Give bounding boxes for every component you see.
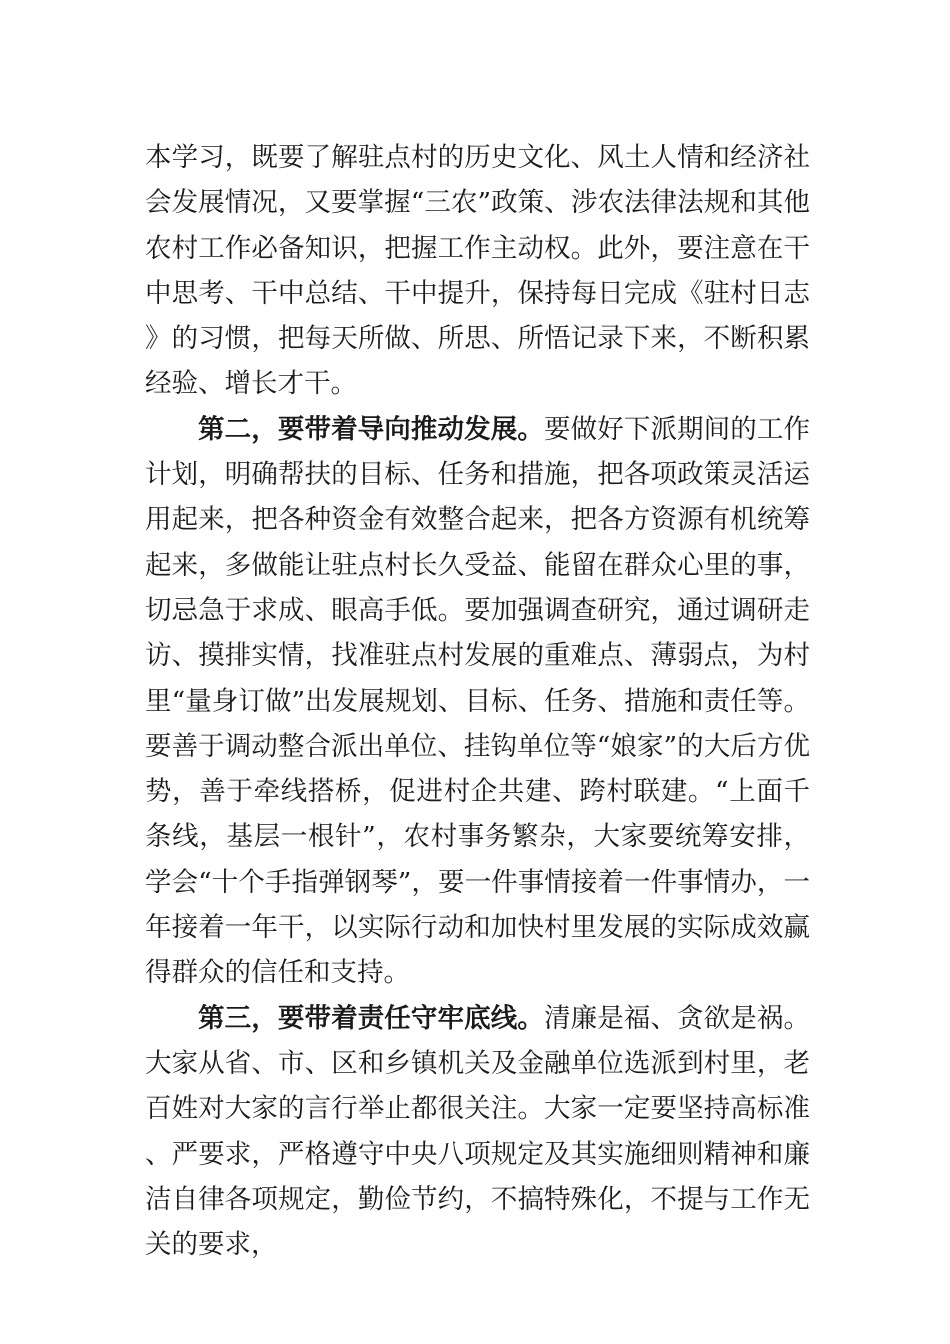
paragraph-2-body: 要做好下派期间的工作计划，明确帮扶的目标、任务和措施，把各项政策灵活运用起来，把各种资金有效整合起来，把各方资源有机统筹起来，多做能让驻点村长久受益、能留在群众心里的事，切忌急于求成、眼高手低。要加强调查研究，通过调研走访、摸排实情，找准驻点村发展的重难点、薄弱点，为村里“量身订做”出发展规划、目标、任务、措施和责任等。要善于调动整合派出单位、挂钩单位等“娘家”的大后方优势，善于牵线搭桥，促进村企共建、跨村联建。“上面千条线，基层一根针”，农村事务繁杂，大家要统筹安排，学会“十个手指弹钢琴”，要一件事情接着一件事情办，一年接着一年干，以实际行动和加快村里发展的实际成效赢得群众的信任和支持。 xyxy=(145,413,811,989)
paragraph-1-body: 本学习，既要了解驻点村的历史文化、风土人情和经济社会发展情况，又要掌握“三农”政策、涉农法律法规和其他农村工作必备知识，把握工作主动权。此外，要注意在干中思考、干中总结、干中提升，保持每日完成《驻村日志》的习惯，把每天所做、所思、所悟记录下来，不断积累经验、增长才干。 xyxy=(145,142,810,400)
paragraph-second xyxy=(145,407,810,996)
paragraph-3-heading: 第三，要带着责任守牢底线。 xyxy=(198,1002,544,1034)
paragraph-third xyxy=(145,996,810,1268)
paragraph-continued xyxy=(145,135,810,407)
paragraph-2-heading: 第二，要带着导向推动发展。 xyxy=(198,413,544,445)
paragraph-3-body: 清廉是福、贪欲是祸。大家从省、市、区和乡镇机关及金融单位选派到村里，老百姓对大家的言行举止都很关注。大家一定要坚持高标准、严要求，严格遵守中央八项规定及其实施细则精神和廉洁自律各项规定，勤俭节约，不搞特殊化，不提与工作无关的要求， xyxy=(145,1002,811,1261)
body-text xyxy=(145,135,810,1267)
